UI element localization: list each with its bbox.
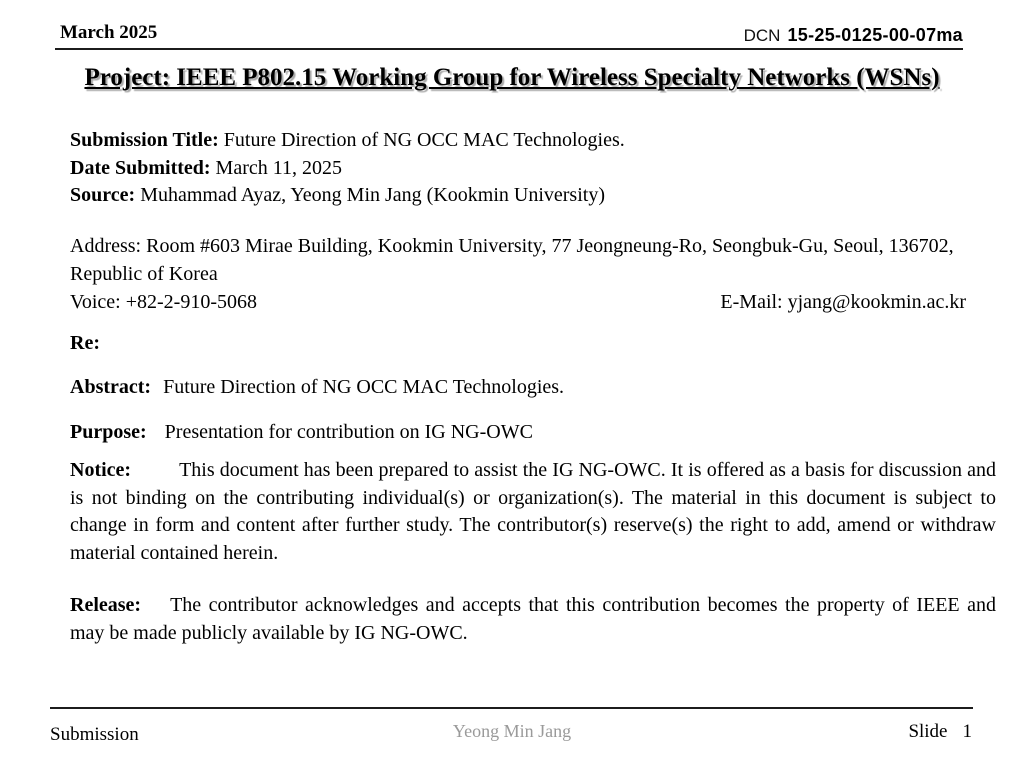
footer-submission-label: Submission: [50, 724, 139, 745]
voice-value: Voice: +82-2-910-5068: [70, 291, 257, 313]
submission-title-value: Future Direction of NG OCC MAC Technologies.: [223, 129, 625, 151]
re-line: [70, 330, 996, 358]
date-submitted-label: Date Submitted:: [70, 156, 211, 179]
source-value: Muhammad Ayaz, Yeong Min Jang (Kookmin University): [140, 184, 605, 206]
contact-row: [70, 289, 966, 317]
release-paragraph: [70, 592, 996, 647]
abstract-label: Abstract:: [70, 376, 152, 398]
re-label: Re:: [70, 332, 100, 354]
date-submitted-line: [70, 155, 996, 183]
date-submitted-value: March 11, 2025: [215, 156, 343, 179]
notice-paragraph: [70, 457, 996, 567]
purpose-line: [70, 419, 996, 447]
submission-info-block: [70, 127, 996, 210]
release-label: Release:: [70, 594, 142, 616]
page-number: 1: [962, 721, 972, 742]
email-value: E-Mail: yjang@kookmin.ac.kr: [720, 291, 966, 313]
submission-title-label: Submission Title:: [70, 129, 219, 151]
header-date: March 2025: [60, 22, 158, 43]
slide-label: Slide: [908, 721, 948, 742]
purpose-value: Presentation for contribution on IG NG-OWC: [164, 421, 533, 443]
slide-title: Project: IEEE P802.15 Working Group for Wireless Specialty Networks (WSNs): [84, 64, 940, 91]
header-rule: [55, 48, 963, 50]
purpose-label: Purpose:: [70, 421, 147, 443]
notice-value: This document has been prepared to assist the IG NG-OWC. It is offered as a basis for discussion and is not binding on the contributing individual(s) or organization(s). The material in this document is subject to change in form and content after further study. The contributor(s) reserve(s) the right to add, amend or withdraw material contained herein.: [70, 459, 996, 564]
abstract-line: [70, 374, 996, 402]
source-label: Source:: [70, 184, 136, 206]
header-dcn: [744, 25, 963, 46]
footer-rule: [50, 707, 973, 709]
notice-label: Notice:: [70, 459, 132, 481]
footer-slide-number: [908, 721, 972, 743]
dcn-number: 15-25-0125-00-07ma: [787, 25, 963, 45]
submission-title-line: [70, 127, 996, 155]
release-value: The contributor acknowledges and accepts that this contribution becomes the property of IEEE and may be made publicly available by IG NG-OWC.: [70, 594, 996, 644]
dcn-label: DCN: [743, 26, 781, 45]
address-block: Address: Room #603 Mirae Building, Kookmin University, 77 Jeongneung-Ro, Seongbuk-Gu, Seoul, 136702, Republic of Korea: [70, 235, 954, 285]
footer-author: Yeong Min Jang: [452, 721, 572, 741]
abstract-value: Future Direction of NG OCC MAC Technologies.: [163, 376, 565, 398]
source-line: [70, 182, 996, 210]
